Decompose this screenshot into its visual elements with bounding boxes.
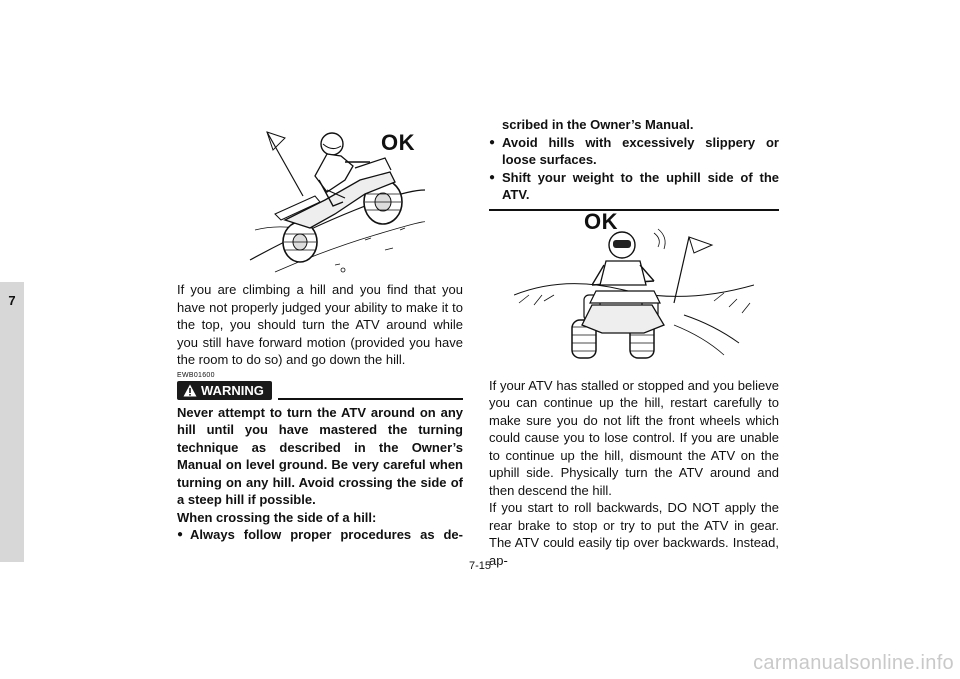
atv-stalled-illustration: [514, 208, 754, 375]
warning-text: Never attempt to turn the ATV around on any hill until you have mastered the turning technique as described in the Owner’s Manual on level ground. Be very careful when turning on any hill. Avoid crossing the side of a steep hill if possible.: [177, 404, 463, 507]
ok-label: OK: [584, 208, 618, 234]
warning-code: EWB01600: [177, 371, 215, 379]
roll-back-paragraph: If you start to roll backwards, DO NOT apply the rear brake to stop or try to put the ATV in gear. The ATV could easily tip over backwards. Instead, ap-: [489, 500, 779, 568]
bullet-text: Always follow proper procedures as de-: [190, 527, 463, 542]
bullet-item: [177, 526, 463, 544]
warning-header: [177, 381, 463, 400]
warning-badge: [177, 381, 272, 400]
climbing-paragraph: If you are climbing a hill and you find that you have not properly judged your ability to make it to the top, you should turn the ATV around while you still have forward motion (provided you have the room to do so) and go down the hill.: [177, 282, 463, 367]
chapter-number: 7: [8, 293, 16, 308]
bullet-icon: ●: [177, 529, 184, 540]
section-rule: [489, 209, 779, 211]
right-column: [489, 116, 779, 569]
left-column: [177, 110, 463, 544]
warning-label: WARNING: [201, 382, 264, 398]
crossing-heading: When crossing the side of a hill:: [177, 509, 377, 525]
page-number: 7-15: [468, 560, 492, 572]
bullet-icon: ●: [489, 171, 496, 183]
bullet-text: scribed in the Owner’s Manual.: [502, 117, 694, 132]
bullet-item: [489, 134, 779, 169]
stalled-paragraph: If your ATV has stalled or stopped and you believe you can continue up the hill, restart carefully to make sure you do not lift the front wheels which could cause you to lose control. If you are unable to continue up the hill, dismount the ATV on the uphill side. Physically turn the ATV around and then descend the hill.: [489, 377, 779, 498]
warning-triangle-icon: [183, 384, 197, 397]
warning-rule: [278, 398, 463, 400]
watermark: carmanualsonline.info: [753, 652, 954, 674]
bullet-item-continued: [489, 116, 779, 134]
atv-hillside-drawing: [514, 215, 754, 375]
bullet-icon: ●: [489, 136, 496, 148]
chapter-tab: [0, 282, 24, 562]
bullet-text: Avoid hills with excessively slippery or loose surfaces.: [502, 134, 779, 167]
bullet-text: Shift your weight to the uphill side of the ATV.: [502, 169, 779, 202]
bullet-item: [489, 169, 779, 204]
atv-climbing-illustration: [215, 110, 425, 280]
ok-label: OK: [381, 130, 415, 155]
